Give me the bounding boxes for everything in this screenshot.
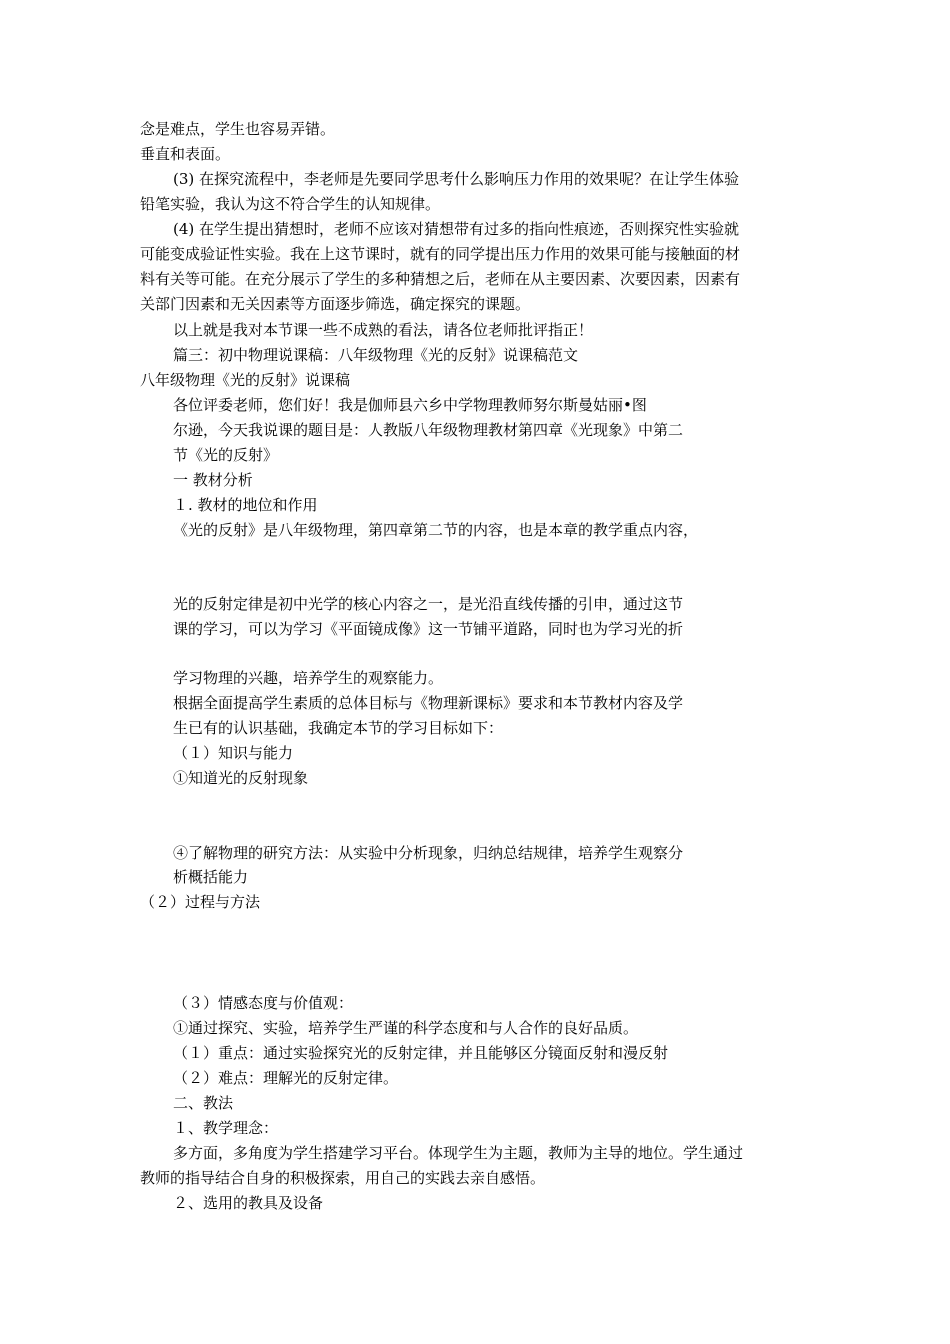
section-heading: 二、教法 (173, 1094, 234, 1112)
list-item: ①通过探究、实验，培养学生严谨的科学态度和与人合作的良好品质。 (173, 1019, 639, 1037)
text-line: 可能变成验证性实验。我在上这节课时，就有的同学提出压力作用的效果可能与接触面的材 (140, 245, 741, 263)
list-item: （２）难点：理解光的反射定律。 (173, 1069, 399, 1087)
text-line: 生已有的认识基础，我确定本节的学习目标如下： (173, 719, 504, 737)
text-line: 各位评委老师，您们好！我是伽师县六乡中学物理教师努尔斯曼姑丽•图 (173, 396, 647, 414)
section-heading: 篇三：初中物理说课稿：八年级物理《光的反射》说课稿范文 (173, 346, 579, 364)
text-line: 学习物理的兴趣，培养学生的观察能力。 (173, 669, 444, 687)
text-line: 尔逊，今天我说课的题目是：人教版八年级物理教材第四章《光现象》中第二 (173, 421, 684, 439)
list-heading: （２）过程与方法 (140, 893, 261, 911)
list-item: ①知道光的反射现象 (173, 769, 309, 787)
text-line: 铅笔实验，我认为这不符合学生的认知规律。 (140, 195, 441, 213)
subsection-heading: １、教学理念： (173, 1119, 279, 1137)
list-item: ④了解物理的研究方法：从实验中分析现象，归纳总结规律，培养学生观察分 (173, 844, 684, 862)
text-line: 《光的反射》是八年级物理，第四章第二节的内容，也是本章的教学重点内容， (173, 521, 699, 539)
list-heading: （３）情感态度与价值观： (173, 994, 354, 1012)
subsection-heading: １. 教材的地位和作用 (173, 496, 318, 514)
text-line: 光的反射定律是初中光学的核心内容之一，是光沿直线传播的引申，通过这节 (173, 595, 684, 613)
text-line: (3) 在探究流程中，李老师是先要同学思考什么影响压力作用的效果呢？在让学生体验 (173, 170, 740, 188)
section-heading: 一 教材分析 (173, 471, 253, 489)
text-line: 课的学习，可以为学习《平面镜成像》这一节铺平道路，同时也为学习光的折 (173, 620, 684, 638)
list-heading: （１）知识与能力 (173, 744, 294, 762)
list-item: （１）重点：通过实验探究光的反射定律，并且能够区分镜面反射和漫反射 (173, 1044, 669, 1062)
text-line: (4) 在学生提出猜想时，老师不应该对猜想带有过多的指向性痕迹，否则探究性实验就 (173, 220, 740, 238)
text-line: 析概括能力 (173, 868, 249, 886)
text-line: 关部门因素和无关因素等方面逐步筛选，确定探究的课题。 (140, 295, 531, 313)
text-line: 多方面，多角度为学生搭建学习平台。体现学生为主题，教师为主导的地位。学生通过 (173, 1144, 744, 1162)
text-line: 根据全面提高学生素质的总体目标与《物理新课标》要求和本节教材内容及学 (173, 694, 684, 712)
document-title: 八年级物理《光的反射》说课稿 (140, 371, 351, 389)
text-line: 料有关等可能。在充分展示了学生的多种猜想之后，老师在从主要因素、次要因素，因素有 (140, 270, 741, 288)
subsection-heading: ２、选用的教具及设备 (173, 1194, 324, 1212)
text-line: 以上就是我对本节课一些不成熟的看法，请各位老师批评指正！ (173, 321, 594, 339)
text-line: 教师的指导结合自身的积极探索，用自己的实践去亲自感悟。 (140, 1169, 546, 1187)
text-line: 念是难点，学生也容易弄错。 (140, 120, 336, 138)
text-line: 节《光的反射》 (173, 446, 279, 464)
text-line: 垂直和表面。 (140, 145, 231, 163)
